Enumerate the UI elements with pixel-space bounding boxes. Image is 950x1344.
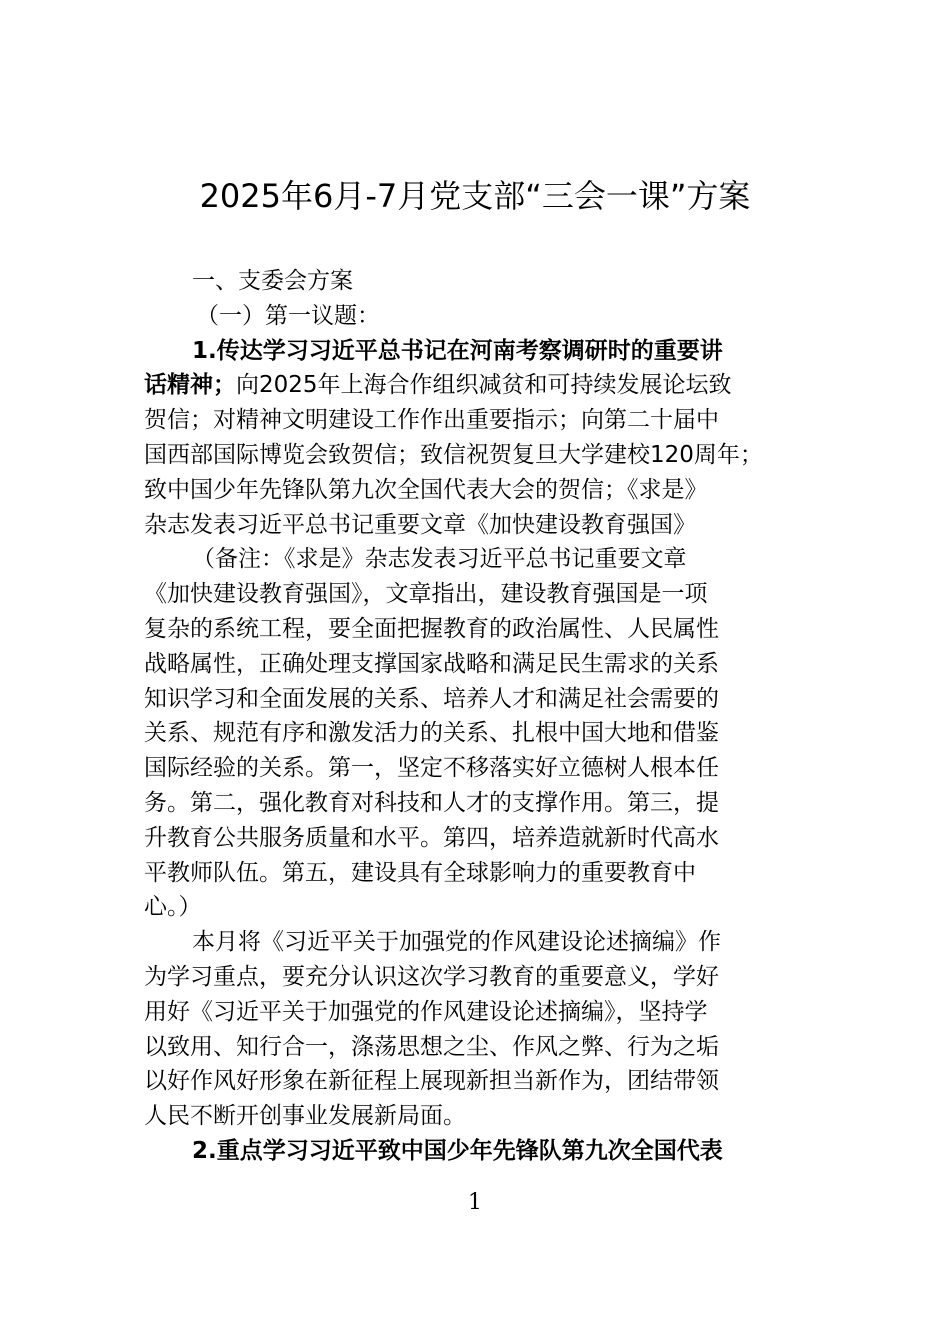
paragraph-line: 本月将《习近平关于加强党的作风建设论述摘编》作 bbox=[192, 929, 721, 956]
page-number: 1 bbox=[468, 1190, 482, 1215]
paragraph-line: 致中国少年先锋队第九次全国代表大会的贺信；《求是》 bbox=[144, 476, 708, 503]
note-line: 《加快建设教育强国》，文章指出，建设教育强国是一项 bbox=[144, 581, 708, 608]
paragraph-line: 为学习重点，要充分认识这次学习教育的重要意义，学好 bbox=[144, 963, 719, 990]
note-line: 知识学习和全面发展的关系、培养人才和满足社会需要的 bbox=[144, 685, 719, 712]
item-heading-1: 1.传达学习习近平总书记在河南考察调研时的重要讲 bbox=[192, 337, 723, 364]
note-line: 升教育公共服务质量和水平。第四，培养造就新时代高水 bbox=[144, 824, 719, 851]
subsection-heading: （一）第一议题： bbox=[196, 302, 380, 329]
note-line: 复杂的系统工程，要全面把握教育的政治属性、人民属性 bbox=[144, 615, 719, 642]
note-line: 战略属性，正确处理支撑国家战略和满足民生需求的关系 bbox=[144, 650, 719, 677]
note-line: 关系、规范有序和激发活力的关系、扎根中国大地和借鉴 bbox=[144, 720, 719, 747]
paragraph-line: 人民不断开创事业发展新局面。 bbox=[144, 1103, 466, 1130]
note-line: 务。第二，强化教育对科技和人才的支撑作用。第三，提 bbox=[144, 789, 719, 816]
document-title: 2025年6月-7月党支部“三会一课”方案 bbox=[199, 177, 751, 215]
item-heading-1-end: 话精神； bbox=[144, 372, 236, 399]
paragraph-line: 杂志发表习近平总书记重要文章《加快建设教育强国》 bbox=[144, 511, 696, 538]
paragraph-line bbox=[144, 368, 806, 403]
paragraph-line: 国西部国际博览会致贺信；致信祝贺复旦大学建校120周年； bbox=[144, 441, 763, 468]
document-body bbox=[144, 264, 806, 1169]
note-line: 国际经验的关系。第一，坚定不移落实好立德树人根本任 bbox=[144, 755, 719, 782]
item-heading-2: 2.重点学习习近平致中国少年先锋队第九次全国代表 bbox=[192, 1137, 723, 1164]
note-line: 心。） bbox=[144, 894, 202, 921]
paragraph-line: 以好作风好形象在新征程上展现新担当新作为，团结带领 bbox=[144, 1068, 719, 1095]
paragraph-line: 以致用、知行合一，涤荡思想之尘、作风之弊、行为之垢 bbox=[144, 1033, 719, 1060]
section-heading: 一、支委会方案 bbox=[192, 268, 353, 294]
paragraph-line: 贺信；对精神文明建设工作作出重要指示；向第二十届中 bbox=[144, 407, 719, 434]
note-line: 平教师队伍。第五，建设具有全球影响力的重要教育中 bbox=[144, 859, 696, 886]
paragraph-line: 用好《习近平关于加强党的作风建设论述摘编》，坚持学 bbox=[144, 998, 708, 1025]
note-line: （备注：《求是》杂志发表习近平总书记重要文章 bbox=[192, 546, 687, 573]
paragraph-text: 向2025年上海合作组织减贫和可持续发展论坛致 bbox=[236, 372, 732, 399]
